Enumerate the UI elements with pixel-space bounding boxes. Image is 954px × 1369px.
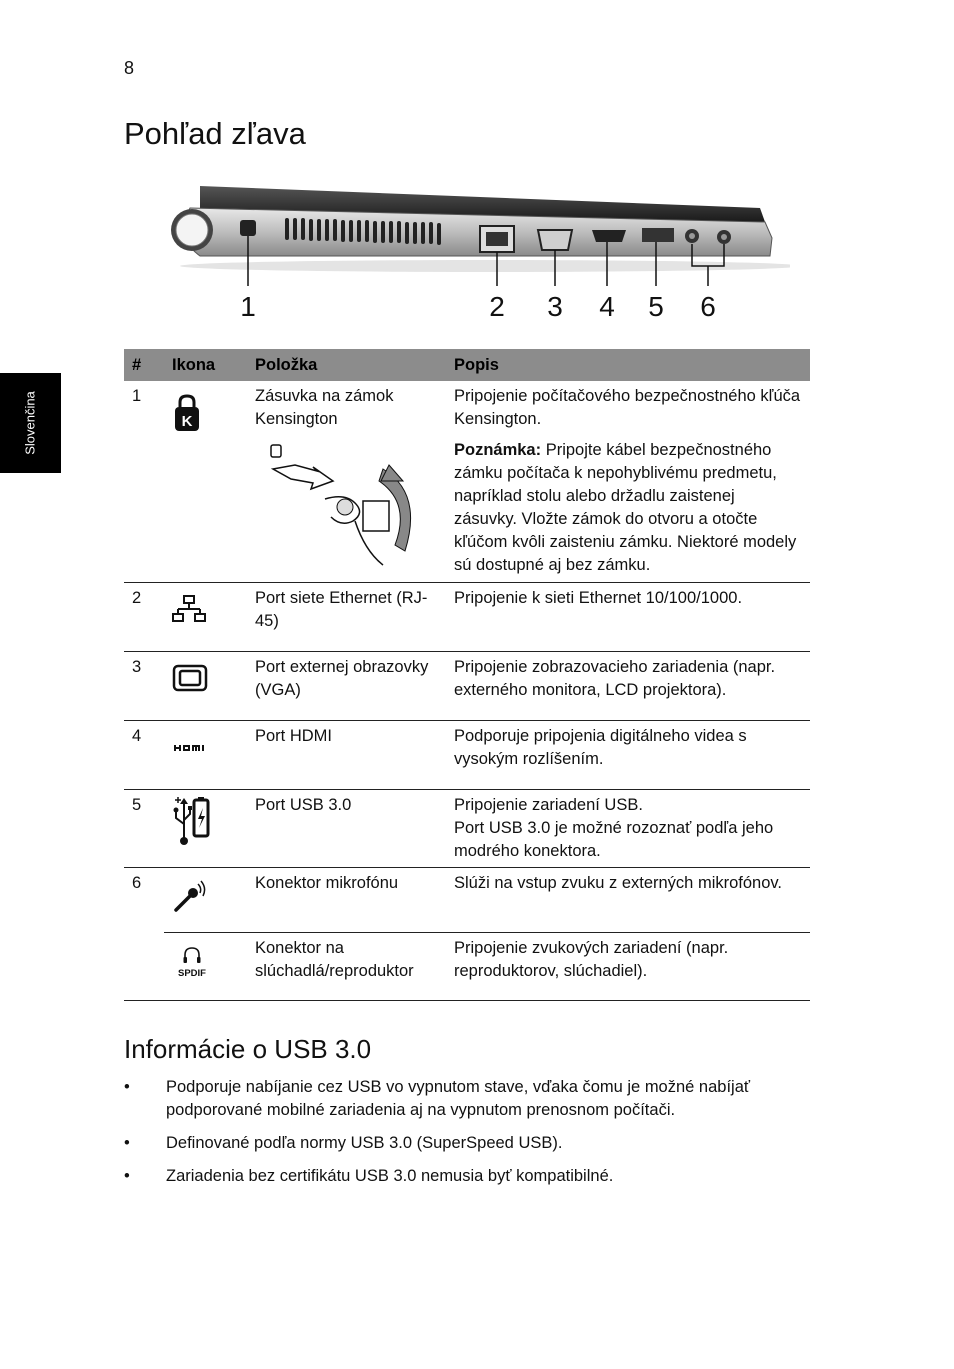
language-side-tab xyxy=(0,373,61,473)
vga-icon xyxy=(172,664,208,692)
row-num: 6 xyxy=(132,874,142,892)
row-item: Port USB 3.0 xyxy=(247,790,446,868)
row-num xyxy=(124,932,164,1001)
row-num: 3 xyxy=(124,652,164,721)
callout-6: 6 xyxy=(700,291,716,322)
row-desc: Podporuje pripojenia digitálneho videa s vysokým rozlíšením. xyxy=(446,721,810,790)
row-item: Port siete Ethernet (RJ-45) xyxy=(247,583,446,652)
table-row xyxy=(124,721,810,790)
header-desc: Popis xyxy=(446,349,810,381)
row-desc: Pripojenie zobrazovacieho zariadenia (napr. externého monitora, LCD projektora). xyxy=(446,652,810,721)
row-desc: Pripojenie k sieti Ethernet 10/100/1000. xyxy=(446,583,810,652)
callout-5: 5 xyxy=(648,291,664,322)
usb-info-list xyxy=(124,1076,824,1198)
row-item: Port HDMI xyxy=(247,721,446,790)
table-row xyxy=(124,583,810,652)
list-item-text: Definované podľa normy USB 3.0 (SuperSpeed USB). xyxy=(166,1134,563,1152)
language-label: Slovenčina xyxy=(22,391,38,455)
microphone-icon xyxy=(172,878,208,914)
bullet: • xyxy=(124,1078,130,1096)
row-item: Konektor mikrofónu xyxy=(255,874,399,892)
kensington-lock-illustration xyxy=(255,441,425,571)
row-desc-2: Port USB 3.0 je možné rozoznať podľa jeho modrého konektora. xyxy=(454,819,774,860)
row-desc: Pripojenie zvukových zariadení (napr. reproduktorov, slúchadiel). xyxy=(446,932,810,1001)
header-item: Položka xyxy=(247,349,446,381)
note-text: Pripojte kábel bezpečnostného zámku počítača k nepohyblivému predmetu, napríklad stolu alebo držadlu zaistenej zásuvky. Vložte zámok do otvoru a otočte kľúčom kvôli zaisteniu zámku. Niektoré modely sú dostupné aj bez zámku. xyxy=(454,441,797,574)
row-item: Zásuvka na zámok Kensington xyxy=(255,387,394,428)
row-num: 2 xyxy=(124,583,164,652)
callout-1: 1 xyxy=(240,291,256,322)
row-item: Konektor na slúchadlá/reproduktor xyxy=(247,932,446,1001)
table-header-row xyxy=(124,349,810,381)
svg-text:K: K xyxy=(181,413,193,430)
list-item-text: Zariadenia bez certifikátu USB 3.0 nemusia byť kompatibilné. xyxy=(166,1167,614,1185)
list-item-text: Podporuje nabíjanie cez USB vo vypnutom stave, vďaka čomu je možné nabíjať podporované mobilné zariadenia aj na vypnutom prenosnom počítači. xyxy=(166,1078,751,1119)
header-icon: Ikona xyxy=(164,349,247,381)
callout-3: 3 xyxy=(547,291,563,322)
row-num: 4 xyxy=(124,721,164,790)
ethernet-icon xyxy=(172,595,206,625)
table-row xyxy=(124,790,810,868)
headphones-spdif-icon xyxy=(172,945,212,979)
hdmi-icon xyxy=(172,741,212,755)
usb-section-heading: Informácie o USB 3.0 xyxy=(124,1034,372,1064)
list-item xyxy=(124,1165,824,1188)
row-desc: Pripojenie počítačového bezpečnostného kľúča Kensington. xyxy=(454,387,801,428)
callout-2: 2 xyxy=(489,291,505,322)
laptop-left-side-illustration xyxy=(160,178,790,328)
note-label: Poznámka: xyxy=(454,441,542,459)
list-item xyxy=(124,1076,824,1122)
row-num: 1 xyxy=(124,381,164,583)
row-item: Port externej obrazovky (VGA) xyxy=(247,652,446,721)
row-desc: Pripojenie zariadení USB. xyxy=(454,796,643,814)
table-row xyxy=(124,868,810,933)
list-item xyxy=(124,1132,824,1155)
usb-charge-icon xyxy=(172,794,212,848)
bullet: • xyxy=(124,1134,130,1152)
kensington-lock-icon xyxy=(172,393,202,433)
page-number: 8 xyxy=(124,58,135,78)
ports-table xyxy=(124,349,810,1001)
table-row xyxy=(124,932,810,1001)
table-row xyxy=(124,381,810,583)
table-row xyxy=(124,652,810,721)
bullet: • xyxy=(124,1167,130,1185)
page-title: Pohľad zľava xyxy=(124,116,306,151)
row-desc: Slúži na vstup zvuku z externých mikrofónov. xyxy=(454,874,783,892)
spdif-label: SPDIF xyxy=(178,967,206,979)
header-num: # xyxy=(124,349,164,381)
row-num: 5 xyxy=(124,790,164,868)
callout-4: 4 xyxy=(599,291,615,322)
